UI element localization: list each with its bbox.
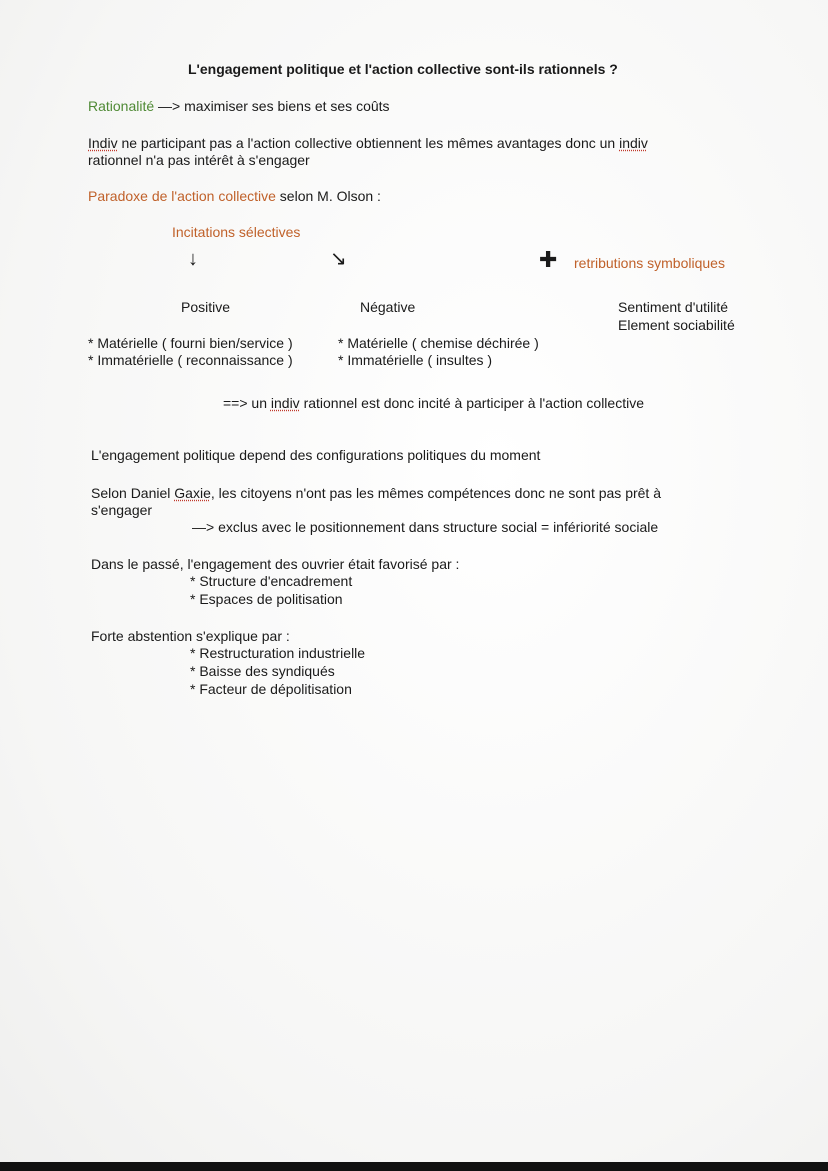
gaxie-line-3: —> exclus avec le positionnement dans structure social = infériorité sociale xyxy=(192,519,659,535)
negative-item: * Matérielle ( chemise déchirée ) xyxy=(338,335,539,351)
gaxie-line-1 xyxy=(91,485,661,502)
gaxie-name: Gaxie xyxy=(174,485,211,501)
passe-item: * Espaces de politisation xyxy=(190,591,343,607)
paradoxe-line xyxy=(88,188,381,205)
gaxie-post: , les citoyens n'ont pas les mêmes compétences donc ne sont pas prêt à xyxy=(210,485,661,501)
abstention-intro: Forte abstention s'explique par : xyxy=(91,628,290,644)
abstention-item: * Baisse des syndiqués xyxy=(190,663,335,679)
scan-bottom-edge xyxy=(0,1162,828,1171)
symbolic-item: Element sociabilité xyxy=(618,317,735,333)
page-title: L'engagement politique et l'action collective sont-ils rationnels ? xyxy=(188,61,618,77)
conclusion-prefix: ==> un xyxy=(223,395,271,411)
conclusion-line xyxy=(223,395,644,412)
gaxie-line-2: s'engager xyxy=(91,502,153,518)
indiv-word: indiv xyxy=(270,395,300,411)
arrow-diagonal-icon: ↘ xyxy=(330,248,347,270)
rationalite-term: Rationalité xyxy=(88,98,155,114)
conclusion-rest: rationnel est donc incité à participer à l'action collective xyxy=(299,395,644,411)
positive-label: Positive xyxy=(181,299,231,315)
indiv-word: indiv xyxy=(619,135,648,151)
positive-item: * Matérielle ( fourni bien/service ) xyxy=(88,335,293,351)
free-rider-text: ne participant pas a l'action collective obtiennent les mêmes avantages donc un xyxy=(117,135,620,151)
rationalite-line xyxy=(88,98,390,115)
paradoxe-term: Paradoxe de l'action collective xyxy=(88,188,276,204)
positive-item: * Immatérielle ( reconnaissance ) xyxy=(88,352,293,368)
engagement-line: L'engagement politique depend des configurations politiques du moment xyxy=(91,447,541,463)
passe-intro: Dans le passé, l'engagement des ouvrier était favorisé par : xyxy=(91,556,460,572)
rationalite-definition: maximiser ses biens et ses coûts xyxy=(184,98,390,114)
abstention-item: * Facteur de dépolitisation xyxy=(190,681,352,697)
indiv-word: Indiv xyxy=(88,135,118,151)
paradoxe-rest: selon M. Olson : xyxy=(275,188,381,204)
arrow-down-icon: ↓ xyxy=(188,248,198,270)
free-rider-line-2: rationnel n'a pas intérêt à s'engager xyxy=(88,152,310,168)
incitations-heading: Incitations sélectives xyxy=(172,224,301,240)
gaxie-pre: Selon Daniel xyxy=(91,485,175,501)
negative-item: * Immatérielle ( insultes ) xyxy=(338,352,493,368)
rationalite-arrow: —> xyxy=(154,98,185,114)
retributions-label: retributions symboliques xyxy=(574,255,725,271)
plus-icon: ✚ xyxy=(539,247,558,272)
abstention-item: * Restructuration industrielle xyxy=(190,645,366,661)
symbolic-item: Sentiment d'utilité xyxy=(618,299,729,315)
passe-item: * Structure d'encadrement xyxy=(190,573,353,589)
free-rider-line-1 xyxy=(88,135,648,152)
negative-label: Négative xyxy=(360,299,416,315)
